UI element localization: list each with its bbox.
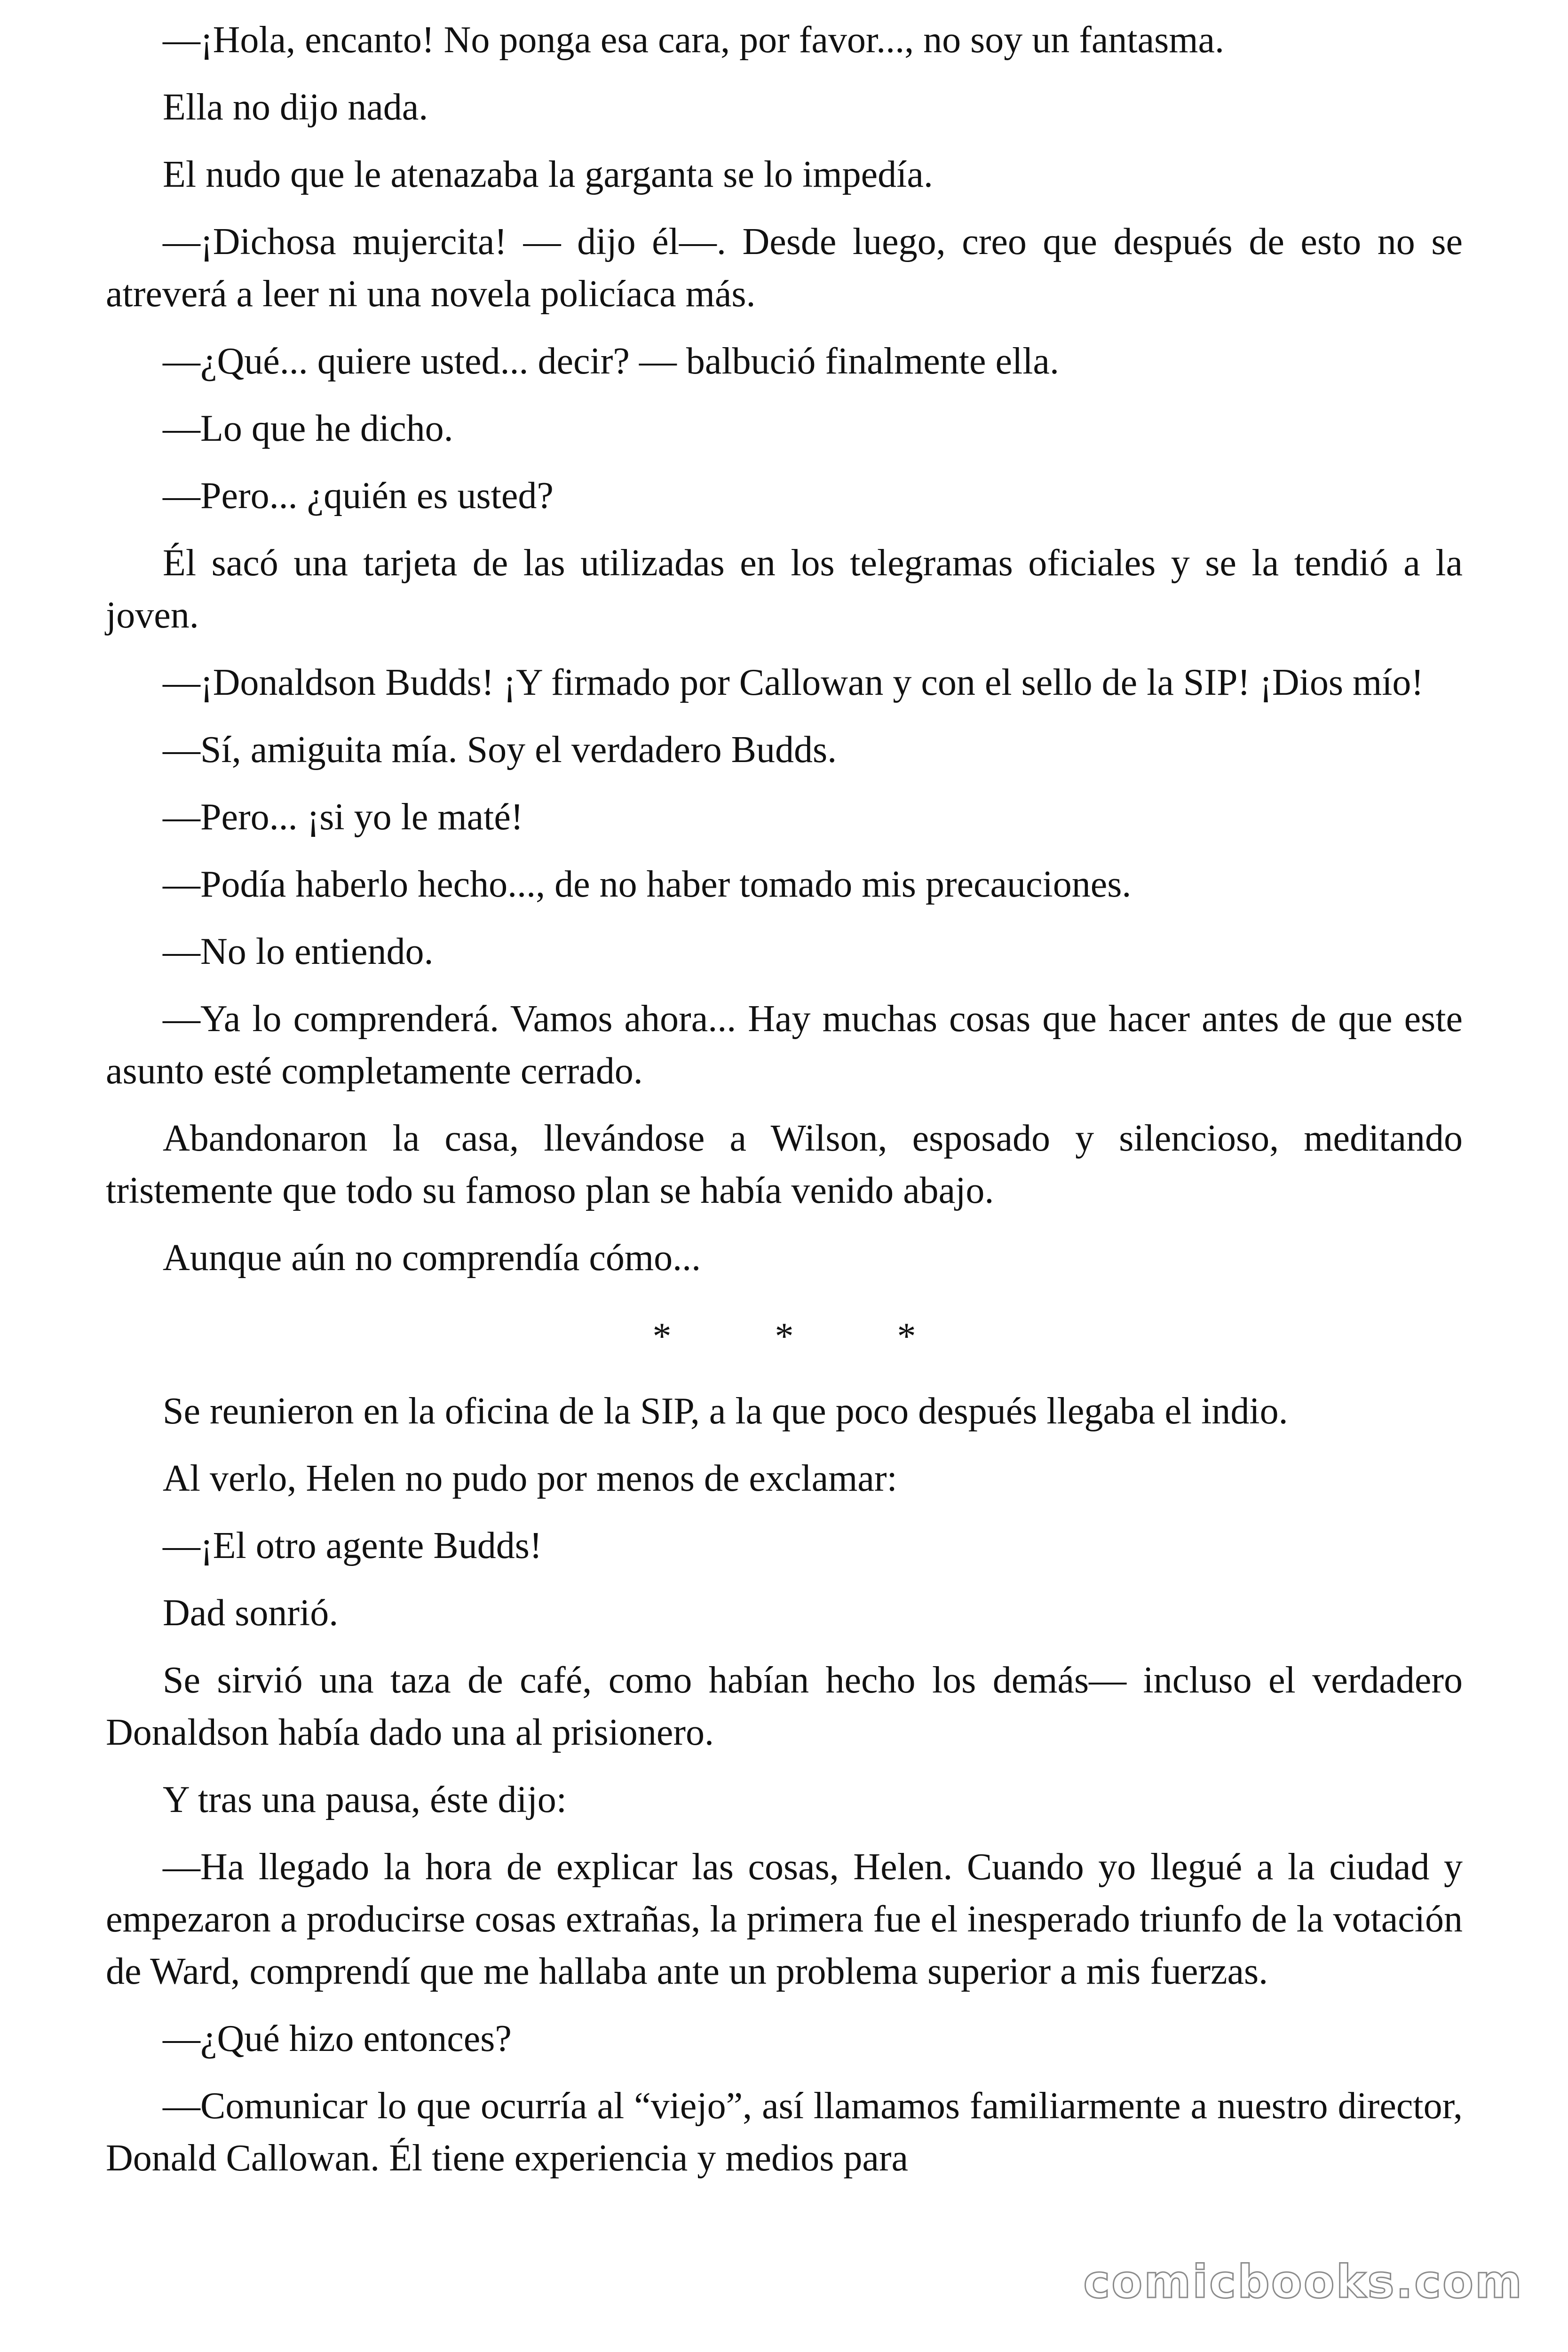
paragraph: —No lo entiendo. (163, 931, 434, 972)
paragraph: —¡Dichosa mujercita! — dijo él—. Desde luego, creo que después de esto no se atreverá a leer ni una novela policíaca más. (106, 221, 1463, 315)
paragraph: —¿Qué hizo entonces? (163, 2018, 512, 2059)
section-separator: * * * (652, 1316, 963, 1357)
paragraph: Aunque aún no comprendía cómo... (163, 1237, 701, 1279)
paragraph: El nudo que le atenazaba la garganta se lo impedía. (163, 154, 933, 195)
paragraph: —Pero... ¡si yo le maté! (163, 796, 523, 838)
text-column (106, 14, 1463, 2200)
paragraph: Abandonaron la casa, llevándose a Wilson, esposado y silencioso, meditando tristemente que todo su famoso plan se había venido abajo. (106, 1118, 1463, 1211)
paragraph: Dad sonrió. (163, 1592, 339, 1634)
paragraph: —¡Hola, encanto! No ponga esa cara, por favor..., no soy un fantasma. (163, 19, 1225, 61)
paragraph: —Sí, amiguita mía. Soy el verdadero Budds. (163, 729, 837, 771)
watermark: comicbooks.com (1083, 2256, 1523, 2308)
paragraph: —Lo que he dicho. (163, 408, 453, 449)
paragraph: —¡El otro agente Budds! (163, 1525, 542, 1566)
paragraph: Se reunieron en la oficina de la SIP, a la que poco después llegaba el indio. (163, 1391, 1288, 1432)
paragraph: —Pero... ¿quién es usted? (163, 475, 554, 516)
paragraph: —Comunicar lo que ocurría al “viejo”, así llamamos familiarmente a nuestro director, Donald Callowan. Él tiene experiencia y medios para (106, 2085, 1463, 2179)
paragraph: Y tras una pausa, éste dijo: (163, 1779, 567, 1820)
paragraph: —Podía haberlo hecho..., de no haber tomado mis precauciones. (163, 864, 1132, 905)
paragraph: Al verlo, Helen no pudo por menos de exclamar: (163, 1458, 897, 1499)
paragraph: —Ha llegado la hora de explicar las cosas, Helen. Cuando yo llegué a la ciudad y empezaron a producirse cosas extrañas, la primera fue el inesperado triunfo de la votación de Ward, comprendí que me hallaba ante un problema superior a mis fuerzas. (106, 1846, 1463, 1992)
paragraph: Él sacó una tarjeta de las utilizadas en los telegramas oficiales y se la tendió a la joven. (106, 542, 1463, 636)
paragraph: Se sirvió una taza de café, como habían hecho los demás— incluso el verdadero Donaldson había dado una al prisionero. (106, 1660, 1463, 1753)
paragraph: —¡Donaldson Budds! ¡Y firmado por Callowan y con el sello de la SIP! ¡Dios mío! (163, 662, 1424, 703)
paragraph: —¿Qué... quiere usted... decir? — balbució finalmente ella. (163, 341, 1059, 382)
paragraph: Ella no dijo nada. (163, 87, 428, 128)
paragraph: —Ya lo comprenderá. Vamos ahora... Hay muchas cosas que hacer antes de que este asunto esté completamente cerrado. (106, 998, 1463, 1092)
